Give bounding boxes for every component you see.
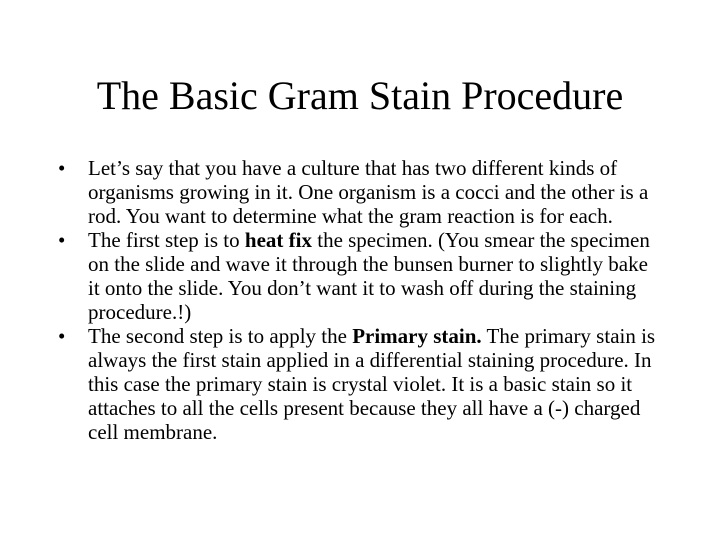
bullet-segment: The first step is to <box>88 228 245 252</box>
bullet-icon: • <box>58 156 66 180</box>
bullet-list <box>58 156 658 444</box>
bullet-segment: The second step is to apply the <box>88 324 353 348</box>
bullet-icon: • <box>58 228 66 252</box>
bullet-text <box>88 324 655 444</box>
bullet-text <box>88 228 650 324</box>
slide-title: The Basic Gram Stain Procedure <box>96 73 624 118</box>
bullet-item-culture <box>58 156 658 228</box>
bullet-item-heat-fix <box>58 228 658 324</box>
bullet-icon: • <box>58 324 66 348</box>
bullet-item-primary-stain <box>58 324 658 444</box>
bullet-segment: the specimen. (You smear the specimen on the slide and wave it through the bunsen burner to slightly bake it onto the slide. You don’t want it to wash off during the staining procedure.!) <box>88 228 650 324</box>
bullet-segment-bold: heat fix <box>244 228 312 252</box>
bullet-text <box>88 156 648 228</box>
bullet-segment-bold: Primary stain. <box>352 324 482 348</box>
bullet-segment: Let’s say that you have a culture that has two different kinds of organisms growing in it. One organism is a cocci and the other is a rod. You want to determine what the gram reaction is for each. <box>88 156 649 228</box>
bullet-segment: The primary stain is always the first stain applied in a differential staining procedure. In this case the primary stain is crystal violet. It is a basic stain so it attaches to all the cells present because they all have a (-) charged cell membrane. <box>88 324 656 444</box>
